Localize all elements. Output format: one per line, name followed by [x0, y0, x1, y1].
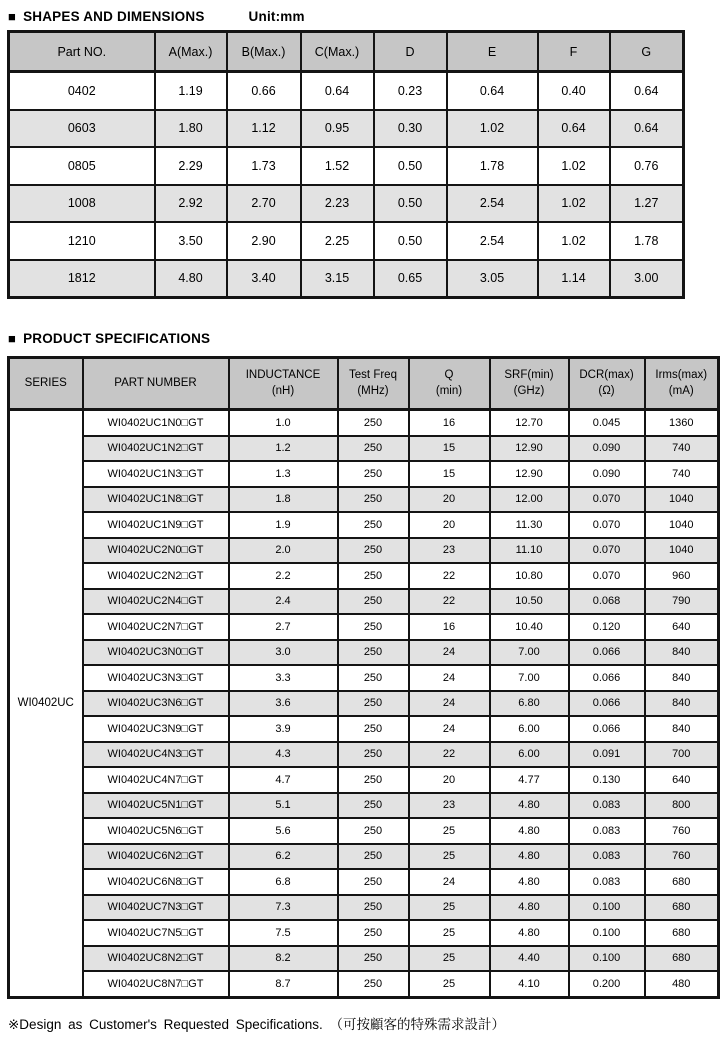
spec-header-line: DCR(max) [579, 368, 634, 381]
dims-value-cell: 3.40 [227, 260, 301, 298]
spec-header-cell [490, 358, 569, 410]
spec-row [9, 691, 719, 717]
spec-srf-cell: 4.77 [490, 767, 569, 793]
spec-test-freq-cell: 250 [338, 767, 409, 793]
spec-srf-cell: 12.90 [490, 461, 569, 487]
dims-value-cell: 0.65 [374, 260, 447, 298]
spec-row [9, 461, 719, 487]
spec-srf-cell: 11.30 [490, 512, 569, 538]
spec-part-number-cell: WI0402UC4N3□GT [83, 742, 229, 768]
spec-test-freq-cell: 250 [338, 640, 409, 666]
spec-row [9, 920, 719, 946]
spec-row [9, 640, 719, 666]
spec-q-cell: 16 [409, 614, 490, 640]
spec-irms-cell: 640 [645, 767, 719, 793]
square-bullet-icon: ■ [8, 9, 17, 24]
spec-row [9, 869, 719, 895]
spec-irms-cell: 760 [645, 844, 719, 870]
spec-part-number-cell: WI0402UC5N6□GT [83, 818, 229, 844]
spec-header-line: (Ω) [598, 384, 615, 397]
dims-value-cell: 0.50 [374, 147, 447, 185]
spec-irms-cell: 790 [645, 589, 719, 615]
spec-row [9, 946, 719, 972]
dims-value-cell: 1.78 [610, 222, 684, 260]
spec-q-cell: 20 [409, 767, 490, 793]
spec-q-cell: 22 [409, 563, 490, 589]
spec-q-cell: 25 [409, 818, 490, 844]
dims-part-no-cell: 1210 [9, 222, 155, 260]
spec-inductance-cell: 1.2 [229, 436, 338, 462]
dims-header-cell: F [538, 32, 610, 72]
dims-part-no-cell: 1008 [9, 185, 155, 223]
dims-header-cell: C(Max.) [301, 32, 374, 72]
spec-irms-cell: 740 [645, 461, 719, 487]
dims-value-cell: 1.02 [447, 110, 538, 148]
spec-q-cell: 23 [409, 793, 490, 819]
spec-dcr-cell: 0.120 [569, 614, 645, 640]
spec-dcr-cell: 0.066 [569, 640, 645, 666]
dims-table-header [9, 32, 684, 72]
spec-inductance-cell: 6.8 [229, 869, 338, 895]
spec-inductance-cell: 4.7 [229, 767, 338, 793]
dims-value-cell: 1.14 [538, 260, 610, 298]
spec-test-freq-cell: 250 [338, 716, 409, 742]
dims-value-cell: 1.12 [227, 110, 301, 148]
spec-header-line: PART NUMBER [114, 376, 197, 389]
spec-q-cell: 25 [409, 946, 490, 972]
dims-value-cell: 4.80 [155, 260, 227, 298]
spec-test-freq-cell: 250 [338, 971, 409, 997]
spec-q-cell: 25 [409, 971, 490, 997]
shapes-title-text: SHAPES AND DIMENSIONS [23, 9, 205, 24]
spec-test-freq-cell: 250 [338, 410, 409, 436]
spec-dcr-cell: 0.100 [569, 895, 645, 921]
spec-test-freq-cell: 250 [338, 487, 409, 513]
spec-dcr-cell: 0.100 [569, 920, 645, 946]
spec-part-number-cell: WI0402UC1N9□GT [83, 512, 229, 538]
spec-header-line: (nH) [271, 384, 295, 397]
spec-inductance-cell: 1.9 [229, 512, 338, 538]
spec-dcr-cell: 0.083 [569, 818, 645, 844]
spec-irms-cell: 1360 [645, 410, 719, 436]
spec-row [9, 512, 719, 538]
dims-value-cell: 1.02 [538, 147, 610, 185]
spec-inductance-cell: 8.7 [229, 971, 338, 997]
spec-header-cell [645, 358, 719, 410]
dims-part-no-cell: 1812 [9, 260, 155, 298]
spec-inductance-cell: 3.3 [229, 665, 338, 691]
dims-row [9, 260, 684, 298]
dims-value-cell: 0.76 [610, 147, 684, 185]
section-title-specs [8, 331, 210, 346]
spec-inductance-cell: 3.0 [229, 640, 338, 666]
spec-srf-cell: 10.80 [490, 563, 569, 589]
spec-q-cell: 23 [409, 538, 490, 564]
square-bullet-icon: ■ [8, 331, 17, 346]
dims-value-cell: 1.19 [155, 72, 227, 110]
spec-test-freq-cell: 250 [338, 563, 409, 589]
spec-inductance-cell: 7.5 [229, 920, 338, 946]
spec-srf-cell: 4.80 [490, 920, 569, 946]
dims-row [9, 185, 684, 223]
spec-part-number-cell: WI0402UC3N0□GT [83, 640, 229, 666]
dims-value-cell: 0.23 [374, 72, 447, 110]
dims-header-row [9, 32, 684, 72]
spec-irms-cell: 840 [645, 691, 719, 717]
spec-dcr-cell: 0.066 [569, 691, 645, 717]
spec-part-number-cell: WI0402UC3N3□GT [83, 665, 229, 691]
spec-part-number-cell: WI0402UC1N0□GT [83, 410, 229, 436]
spec-q-cell: 22 [409, 589, 490, 615]
dims-value-cell: 1.52 [301, 147, 374, 185]
spec-q-cell: 24 [409, 640, 490, 666]
dims-value-cell: 3.00 [610, 260, 684, 298]
spec-row [9, 614, 719, 640]
spec-header-line: SRF(min) [504, 368, 554, 381]
dims-value-cell: 2.70 [227, 185, 301, 223]
spec-part-number-cell: WI0402UC6N2□GT [83, 844, 229, 870]
spec-inductance-cell: 2.2 [229, 563, 338, 589]
dims-part-no-cell: 0805 [9, 147, 155, 185]
spec-part-number-cell: WI0402UC3N6□GT [83, 691, 229, 717]
spec-test-freq-cell: 250 [338, 512, 409, 538]
dims-row [9, 110, 684, 148]
dims-value-cell: 0.50 [374, 222, 447, 260]
spec-inductance-cell: 4.3 [229, 742, 338, 768]
product-specifications-table [7, 356, 720, 999]
spec-q-cell: 20 [409, 487, 490, 513]
spec-row [9, 665, 719, 691]
spec-q-cell: 15 [409, 436, 490, 462]
spec-inductance-cell: 5.1 [229, 793, 338, 819]
unit-label: Unit:mm [248, 9, 305, 24]
spec-part-number-cell: WI0402UC8N2□GT [83, 946, 229, 972]
spec-header-line: (MHz) [357, 384, 389, 397]
dims-value-cell: 0.95 [301, 110, 374, 148]
dims-value-cell: 1.80 [155, 110, 227, 148]
dims-row [9, 147, 684, 185]
dims-header-cell: G [610, 32, 684, 72]
spec-srf-cell: 4.80 [490, 793, 569, 819]
spec-inductance-cell: 3.6 [229, 691, 338, 717]
spec-part-number-cell: WI0402UC7N5□GT [83, 920, 229, 946]
dims-value-cell: 3.50 [155, 222, 227, 260]
spec-dcr-cell: 0.200 [569, 971, 645, 997]
dims-row [9, 222, 684, 260]
spec-test-freq-cell: 250 [338, 818, 409, 844]
spec-row [9, 487, 719, 513]
spec-inductance-cell: 1.0 [229, 410, 338, 436]
spec-header-cell [229, 358, 338, 410]
spec-srf-cell: 10.50 [490, 589, 569, 615]
dims-value-cell: 1.73 [227, 147, 301, 185]
spec-inductance-cell: 6.2 [229, 844, 338, 870]
dims-row [9, 72, 684, 110]
spec-srf-cell: 6.00 [490, 742, 569, 768]
spec-irms-cell: 1040 [645, 538, 719, 564]
spec-part-number-cell: WI0402UC1N8□GT [83, 487, 229, 513]
spec-irms-cell: 640 [645, 614, 719, 640]
spec-row [9, 767, 719, 793]
spec-inductance-cell: 8.2 [229, 946, 338, 972]
spec-part-number-cell: WI0402UC5N1□GT [83, 793, 229, 819]
dims-value-cell: 1.02 [538, 222, 610, 260]
spec-test-freq-cell: 250 [338, 436, 409, 462]
spec-inductance-cell: 7.3 [229, 895, 338, 921]
spec-dcr-cell: 0.130 [569, 767, 645, 793]
spec-srf-cell: 6.80 [490, 691, 569, 717]
spec-part-number-cell: WI0402UC1N2□GT [83, 436, 229, 462]
spec-irms-cell: 800 [645, 793, 719, 819]
spec-q-cell: 25 [409, 844, 490, 870]
dims-header-cell: A(Max.) [155, 32, 227, 72]
dims-header-cell: B(Max.) [227, 32, 301, 72]
spec-part-number-cell: WI0402UC2N7□GT [83, 614, 229, 640]
spec-irms-cell: 680 [645, 895, 719, 921]
spec-inductance-cell: 3.9 [229, 716, 338, 742]
dims-header-cell: E [447, 32, 538, 72]
dims-part-no-cell: 0603 [9, 110, 155, 148]
spec-row [9, 589, 719, 615]
spec-inductance-cell: 1.3 [229, 461, 338, 487]
spec-header-cell [9, 358, 83, 410]
spec-table-body [9, 410, 719, 998]
spec-dcr-cell: 0.070 [569, 563, 645, 589]
spec-irms-cell: 480 [645, 971, 719, 997]
dims-value-cell: 0.64 [447, 72, 538, 110]
specs-title-text: PRODUCT SPECIFICATIONS [23, 331, 211, 346]
spec-row [9, 563, 719, 589]
dims-value-cell: 2.23 [301, 185, 374, 223]
footer-note: ※Design as Customer's Requested Specifications. （可按顧客的特殊需求設計） [8, 1017, 506, 1032]
spec-irms-cell: 760 [645, 818, 719, 844]
spec-dcr-cell: 0.045 [569, 410, 645, 436]
spec-test-freq-cell: 250 [338, 691, 409, 717]
spec-dcr-cell: 0.068 [569, 589, 645, 615]
spec-header-cell [409, 358, 490, 410]
spec-inductance-cell: 5.6 [229, 818, 338, 844]
spec-srf-cell: 4.80 [490, 869, 569, 895]
spec-srf-cell: 4.80 [490, 895, 569, 921]
spec-dcr-cell: 0.066 [569, 716, 645, 742]
spec-dcr-cell: 0.070 [569, 512, 645, 538]
dims-value-cell: 2.92 [155, 185, 227, 223]
dims-table-body [9, 72, 684, 298]
spec-part-number-cell: WI0402UC4N7□GT [83, 767, 229, 793]
dims-header-cell: D [374, 32, 447, 72]
spec-srf-cell: 7.00 [490, 640, 569, 666]
dims-value-cell: 0.30 [374, 110, 447, 148]
spec-test-freq-cell: 250 [338, 589, 409, 615]
spec-irms-cell: 680 [645, 920, 719, 946]
spec-irms-cell: 840 [645, 640, 719, 666]
spec-irms-cell: 840 [645, 665, 719, 691]
spec-row [9, 971, 719, 997]
spec-q-cell: 25 [409, 895, 490, 921]
spec-irms-cell: 700 [645, 742, 719, 768]
spec-srf-cell: 6.00 [490, 716, 569, 742]
spec-inductance-cell: 2.7 [229, 614, 338, 640]
spec-q-cell: 24 [409, 691, 490, 717]
spec-q-cell: 20 [409, 512, 490, 538]
dims-value-cell: 2.90 [227, 222, 301, 260]
spec-test-freq-cell: 250 [338, 793, 409, 819]
spec-test-freq-cell: 250 [338, 946, 409, 972]
shapes-dimensions-table [7, 30, 685, 299]
spec-srf-cell: 4.40 [490, 946, 569, 972]
spec-table-header [9, 358, 719, 410]
spec-srf-cell: 10.40 [490, 614, 569, 640]
spec-row [9, 436, 719, 462]
spec-row [9, 410, 719, 436]
spec-row [9, 818, 719, 844]
spec-dcr-cell: 0.091 [569, 742, 645, 768]
spec-srf-cell: 4.10 [490, 971, 569, 997]
spec-test-freq-cell: 250 [338, 920, 409, 946]
spec-inductance-cell: 2.0 [229, 538, 338, 564]
spec-header-line: (mA) [668, 384, 694, 397]
spec-q-cell: 24 [409, 665, 490, 691]
section-title-shapes [8, 9, 305, 24]
spec-header-cell [569, 358, 645, 410]
spec-test-freq-cell: 250 [338, 538, 409, 564]
dims-value-cell: 1.78 [447, 147, 538, 185]
spec-series-cell: WI0402UC [9, 410, 83, 998]
spec-dcr-cell: 0.083 [569, 793, 645, 819]
spec-dcr-cell: 0.090 [569, 461, 645, 487]
spec-inductance-cell: 2.4 [229, 589, 338, 615]
dims-value-cell: 0.40 [538, 72, 610, 110]
spec-srf-cell: 7.00 [490, 665, 569, 691]
spec-test-freq-cell: 250 [338, 614, 409, 640]
dims-value-cell: 0.50 [374, 185, 447, 223]
spec-row [9, 742, 719, 768]
spec-dcr-cell: 0.070 [569, 487, 645, 513]
spec-srf-cell: 12.90 [490, 436, 569, 462]
dims-value-cell: 3.15 [301, 260, 374, 298]
spec-header-row [9, 358, 719, 410]
spec-test-freq-cell: 250 [338, 742, 409, 768]
spec-irms-cell: 840 [645, 716, 719, 742]
spec-irms-cell: 740 [645, 436, 719, 462]
spec-irms-cell: 680 [645, 946, 719, 972]
dims-value-cell: 0.66 [227, 72, 301, 110]
dims-header-cell: Part NO. [9, 32, 155, 72]
spec-q-cell: 15 [409, 461, 490, 487]
spec-irms-cell: 680 [645, 869, 719, 895]
spec-header-line: (min) [435, 384, 463, 397]
spec-test-freq-cell: 250 [338, 461, 409, 487]
spec-header-line: INDUCTANCE [245, 368, 321, 381]
spec-part-number-cell: WI0402UC6N8□GT [83, 869, 229, 895]
spec-irms-cell: 1040 [645, 512, 719, 538]
dims-part-no-cell: 0402 [9, 72, 155, 110]
spec-row [9, 895, 719, 921]
spec-part-number-cell: WI0402UC1N3□GT [83, 461, 229, 487]
spec-q-cell: 16 [409, 410, 490, 436]
spec-dcr-cell: 0.100 [569, 946, 645, 972]
spec-dcr-cell: 0.083 [569, 869, 645, 895]
spec-dcr-cell: 0.066 [569, 665, 645, 691]
spec-header-line: Test Freq [349, 368, 397, 381]
dims-value-cell: 1.27 [610, 185, 684, 223]
spec-srf-cell: 12.70 [490, 410, 569, 436]
spec-q-cell: 22 [409, 742, 490, 768]
spec-srf-cell: 4.80 [490, 844, 569, 870]
spec-row [9, 793, 719, 819]
spec-test-freq-cell: 250 [338, 844, 409, 870]
spec-srf-cell: 12.00 [490, 487, 569, 513]
spec-header-line: SERIES [24, 376, 67, 389]
spec-header-line: Irms(max) [655, 368, 708, 381]
spec-dcr-cell: 0.090 [569, 436, 645, 462]
spec-header-cell [83, 358, 229, 410]
spec-srf-cell: 4.80 [490, 818, 569, 844]
spec-dcr-cell: 0.083 [569, 844, 645, 870]
spec-part-number-cell: WI0402UC3N9□GT [83, 716, 229, 742]
dims-value-cell: 2.54 [447, 185, 538, 223]
spec-row [9, 716, 719, 742]
spec-part-number-cell: WI0402UC8N7□GT [83, 971, 229, 997]
dims-value-cell: 0.64 [610, 110, 684, 148]
spec-header-line: Q [444, 368, 454, 381]
spec-dcr-cell: 0.070 [569, 538, 645, 564]
spec-inductance-cell: 1.8 [229, 487, 338, 513]
spec-test-freq-cell: 250 [338, 665, 409, 691]
spec-srf-cell: 11.10 [490, 538, 569, 564]
spec-part-number-cell: WI0402UC2N0□GT [83, 538, 229, 564]
spec-row [9, 844, 719, 870]
spec-irms-cell: 1040 [645, 487, 719, 513]
spec-part-number-cell: WI0402UC2N2□GT [83, 563, 229, 589]
dims-value-cell: 2.25 [301, 222, 374, 260]
spec-part-number-cell: WI0402UC7N3□GT [83, 895, 229, 921]
spec-header-line: (GHz) [513, 384, 545, 397]
spec-q-cell: 25 [409, 920, 490, 946]
dims-value-cell: 2.29 [155, 147, 227, 185]
spec-q-cell: 24 [409, 869, 490, 895]
dims-value-cell: 0.64 [301, 72, 374, 110]
dims-value-cell: 0.64 [610, 72, 684, 110]
spec-header-cell [338, 358, 409, 410]
dims-value-cell: 1.02 [538, 185, 610, 223]
spec-test-freq-cell: 250 [338, 895, 409, 921]
spec-irms-cell: 960 [645, 563, 719, 589]
dims-value-cell: 2.54 [447, 222, 538, 260]
spec-row [9, 538, 719, 564]
dims-value-cell: 0.64 [538, 110, 610, 148]
spec-test-freq-cell: 250 [338, 869, 409, 895]
spec-q-cell: 24 [409, 716, 490, 742]
spec-part-number-cell: WI0402UC2N4□GT [83, 589, 229, 615]
dims-value-cell: 3.05 [447, 260, 538, 298]
